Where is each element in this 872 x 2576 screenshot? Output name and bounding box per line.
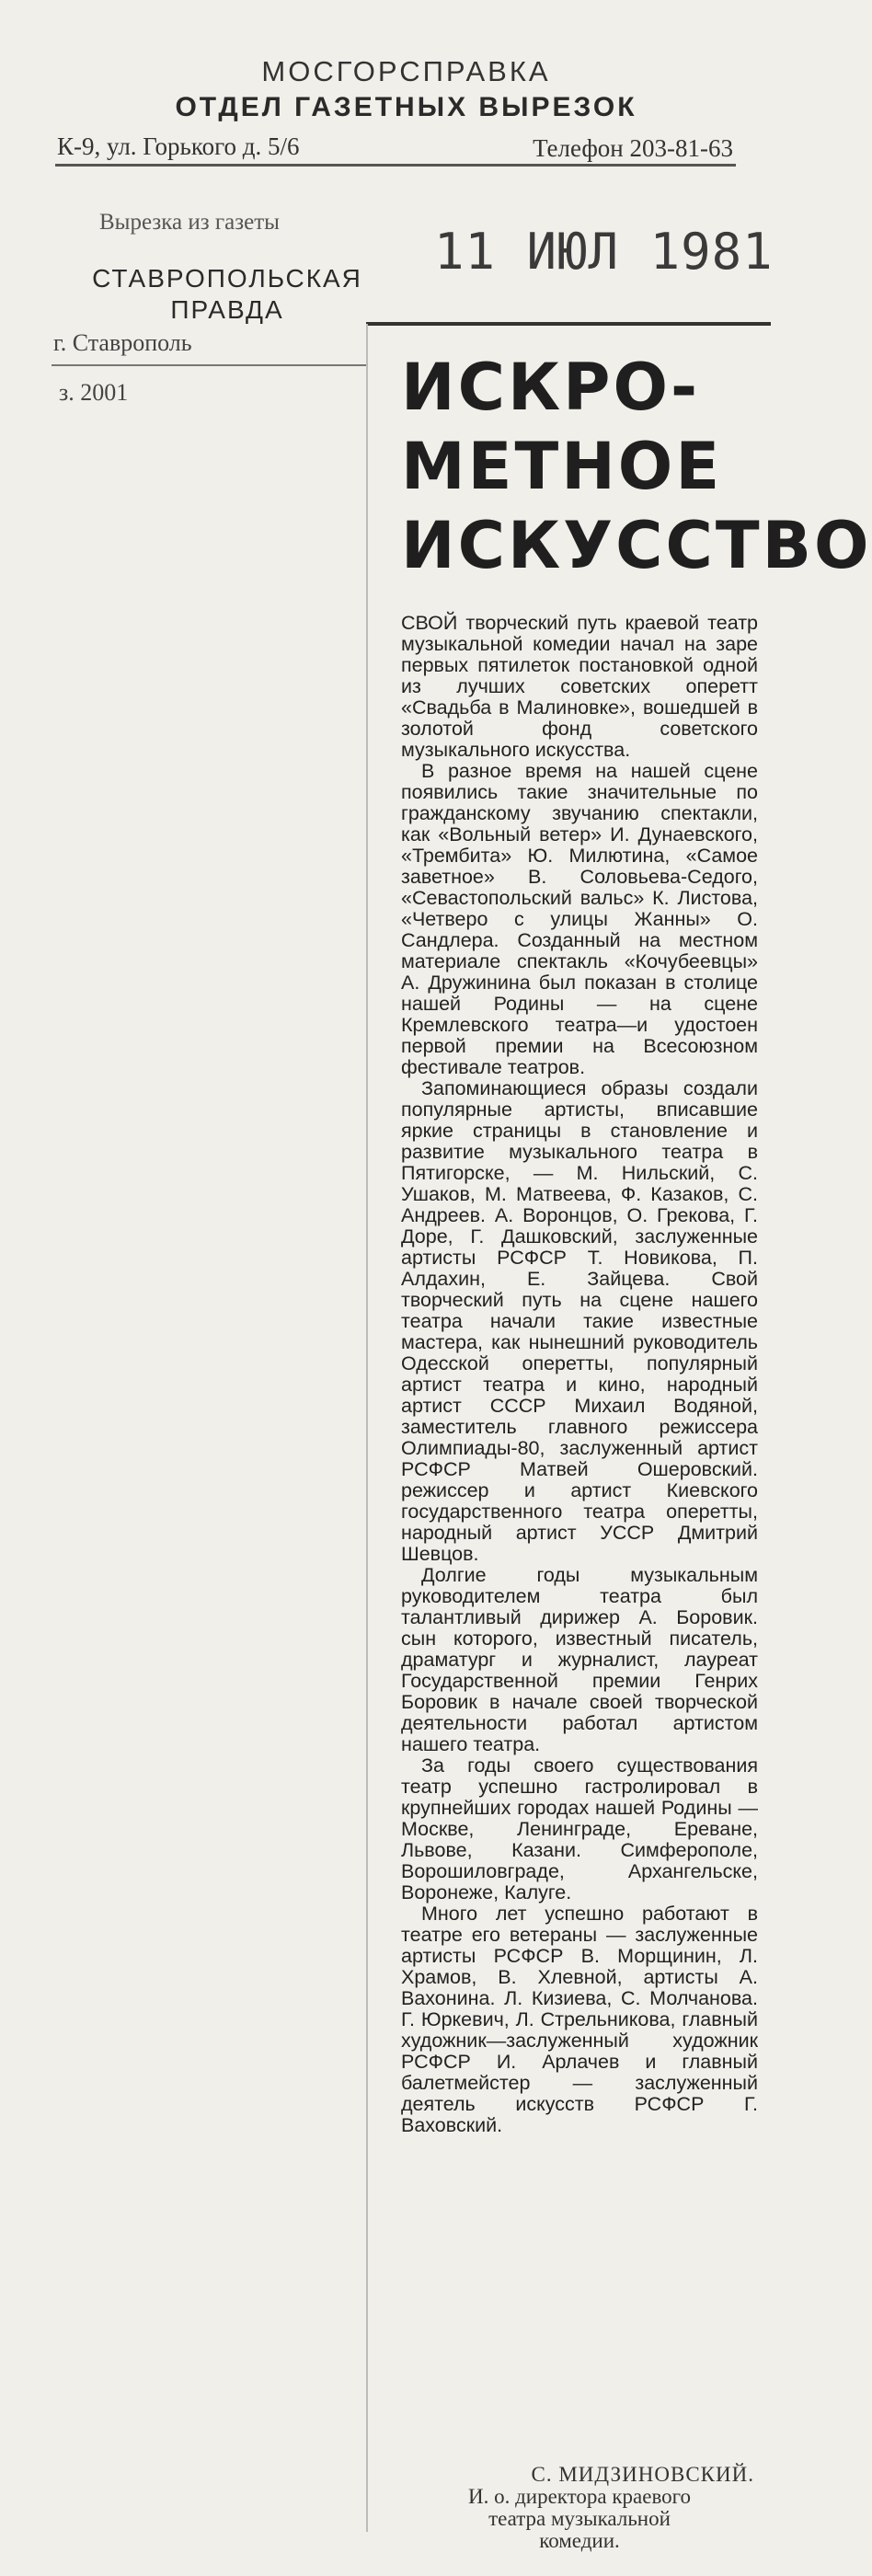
date-stamp: 11 ИЮЛ 1981	[434, 223, 774, 281]
newspaper-name	[75, 263, 379, 326]
article-body	[401, 613, 758, 2136]
author-role-line2: театра музыкальной	[488, 2507, 671, 2530]
stamp-phone: Телефон 203-81-63	[533, 134, 733, 162]
city-divider	[52, 364, 366, 366]
headline-line-1: ИСКРО-	[401, 350, 701, 425]
newspaper-name-line2: ПРАВДА	[170, 295, 284, 324]
article-paragraph: СВОЙ творческий путь краевой театр музыкальной комедии начал на заре первых пятилеток постановкой одной из лучших советских оперетт «Свадьба в Малиновке», вошедшей в золотой фонд советского музыкального искусства.	[401, 612, 758, 761]
article-paragraph: Много лет успешно работают в театре его ветераны — заслуженные артисты РСФСР В. Морщинин, Л. Храмов, В. Хлевной, артисты А. Вахонина. Л. Кизиева, С. Молчанова. Г. Юркевич, Л. Стрельникова, главный художник—заслуженный художник РСФСР И. Арлачев и главный балетмейстер — заслуженный деятель искусств РСФСР Г. Ваховский.	[401, 1903, 758, 2136]
clipping-label: Вырезка из газеты	[99, 210, 280, 235]
author-name: С. МИДЗИНОВСКИЙ.	[531, 2463, 754, 2486]
article-top-border	[366, 322, 771, 326]
article-paragraph: Долгие годы музыкальным руководителем театра был талантливый дирижер А. Боровик. сын которого, известный писатель, драматург и журналист, лауреат Государственной премии Генрих Боровик в начале своей творческой деятельности работал артистом нашего театра.	[401, 1564, 758, 1755]
article-paragraph: За годы своего существования театр успешно гастролировал в крупнейших городах нашей Родины — Москве, Ленинграде, Ереване, Львове, Казани. Симферополе, Ворошиловграде, Архангельске, Воронеже, Калуге.	[401, 1754, 758, 1903]
stamp-department: ОТДЕЛ ГАЗЕТНЫХ ВЫРЕЗОК	[175, 92, 637, 122]
newspaper-name-line1: СТАВРОПОЛЬСКАЯ	[92, 264, 362, 293]
stamp-divider	[55, 164, 736, 167]
author-role-line1: И. о. директора краевого	[467, 2485, 692, 2508]
stamp-address: К-9, ул. Горького д. 5/6	[57, 132, 300, 160]
article-paragraph: Запоминающиеся образы создали популярные артисты, вписавшие яркие страницы в становление и развитие музыкального театра в Пятигорске, — М. Нильский, С. Ушаков, М. Матвеева, Ф. Казаков, С. Андреев. А. Воронцов, О. Грекова, Г. Доре, Г. Дашковский, заслуженные артисты РСФСР Т. Новикова, П. Алдахин, Е. Зайцева. Свой творческий путь на сцене нашего театра начали такие известные мастера, как нынешний руководитель Одесской оперетты, популярный артист театра и кино, народный артист СССР Михаил Водяной, заместитель главного режиссера Олимпиады-80, заслуженный артист РСФСР Матвей Ошеровский. режиссер и артист Киевского государственного театра оперетты, народный артист УССР Дмитрий Шевцов.	[401, 1077, 758, 1565]
headline-line-3: ИСКУССТВО	[401, 508, 872, 583]
article-left-border	[366, 324, 368, 2532]
article-signature	[405, 2464, 754, 2552]
article-paragraph: В разное время на нашей сцене появились такие значительные по гражданскому звучанию спектакли, как «Вольный ветер» И. Дунаевского, «Трембита» Ю. Милютина, «Самое заветное» В. Соловьева-Седого, «Севастопольский вальс» К. Листова, «Четверо с улицы Жанны» О. Сандлера. Созданный на местном материале спектакль «Кочубеевцы» А. Дружинина был показан в столице нашей Родины — на сцене Кремлевского театра—и удостоен первой премии на Всесоюзном фестивале театров.	[401, 760, 758, 1078]
stamp-organization: МОСГОРСПРАВКА	[261, 55, 551, 87]
article-headline	[401, 348, 872, 585]
order-number: з. 2001	[59, 379, 129, 406]
headline-line-2: МЕТНОЕ	[401, 429, 723, 504]
newspaper-city: г. Ставрополь	[53, 329, 192, 356]
author-role-line3: комедии.	[539, 2529, 620, 2552]
